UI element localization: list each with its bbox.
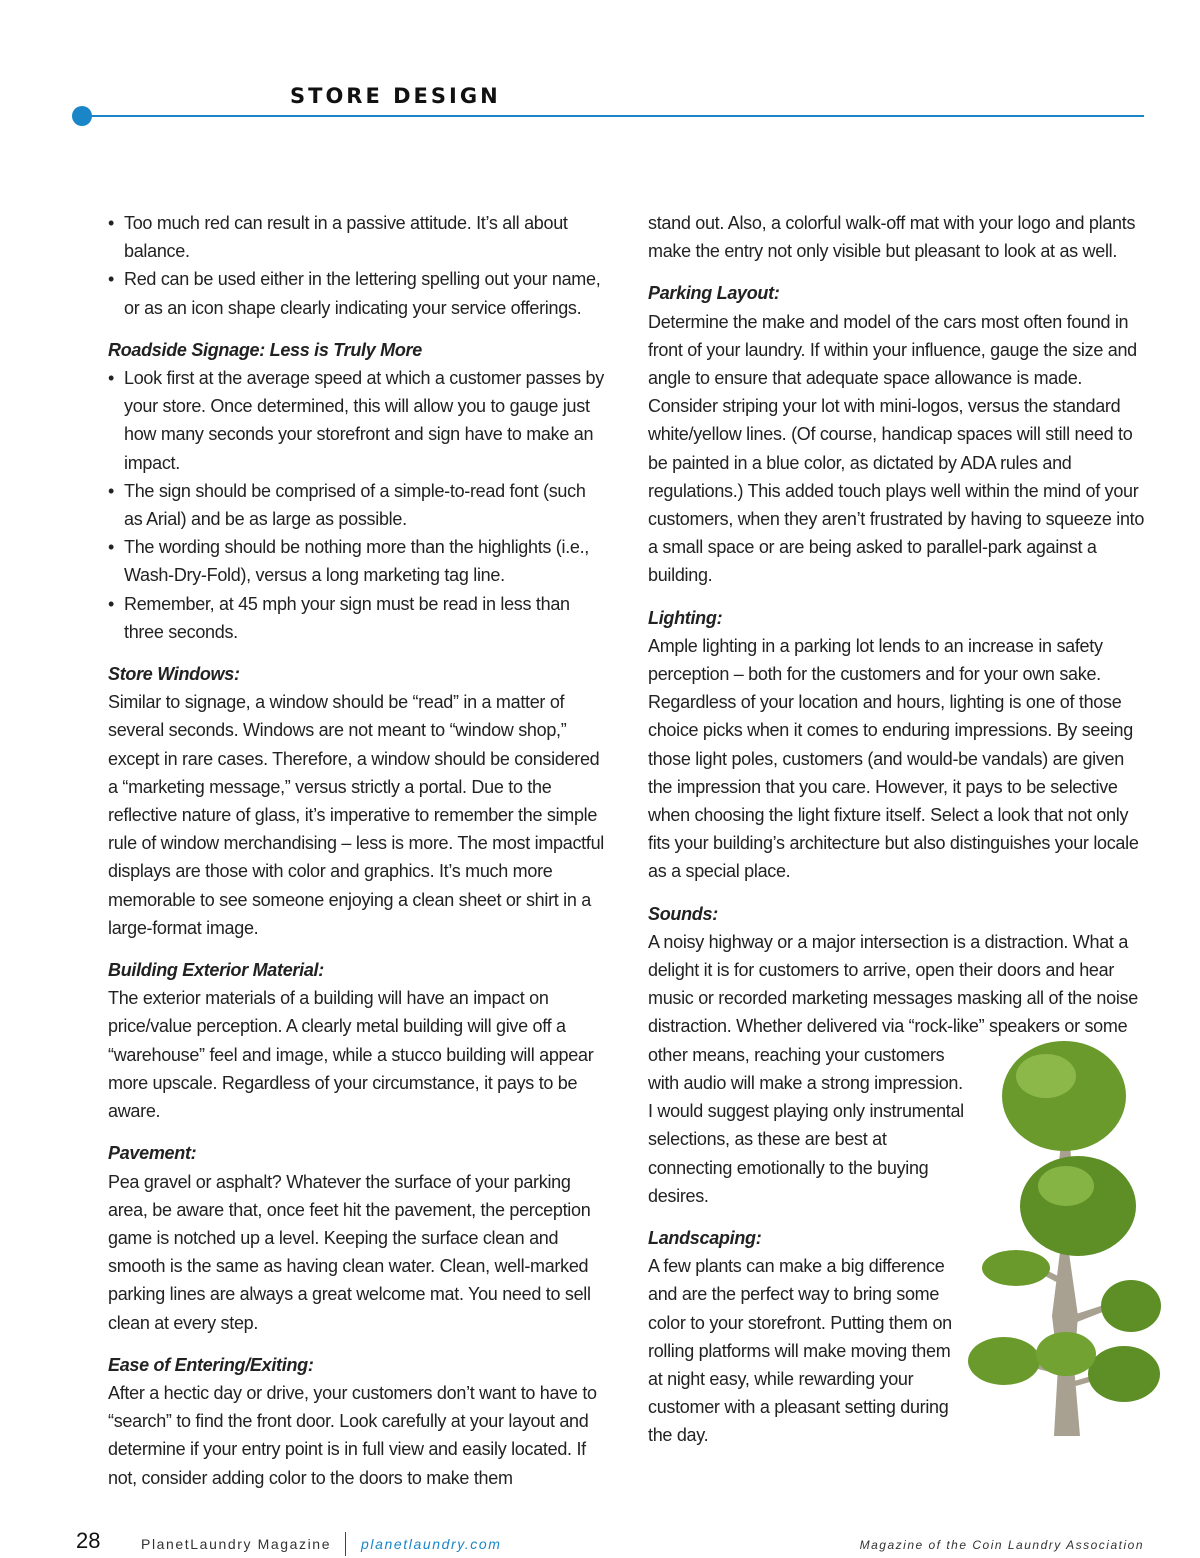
continuation-body: stand out. Also, a colorful walk-off mat with your logo and plants make the entry not only visible but pleasant to look at as well. xyxy=(648,213,1136,262)
header-rule-dot xyxy=(72,106,92,126)
list-item: • The sign should be comprised of a simple-to-read font (such as Arial) and be as large as possible. xyxy=(108,477,608,533)
magazine-url-link[interactable]: planetlaundry.com xyxy=(361,1536,502,1552)
foliage-right xyxy=(1101,1280,1161,1332)
pavement-heading: Pavement: xyxy=(108,1143,197,1164)
magazine-name: PlanetLaundry Magazine xyxy=(141,1536,332,1552)
landscaping-heading: Landscaping: xyxy=(648,1227,762,1248)
windows-heading: Store Windows: xyxy=(108,664,240,685)
exterior-heading: Building Exterior Material: xyxy=(108,960,324,981)
roadside-heading: Roadside Signage: Less is Truly More xyxy=(108,339,422,360)
exterior-body: The exterior materials of a building will have an impact on price/value perception. A clearly metal building will give off a “warehouse” feel and image, while a stucco building will appear more upscale. Regardless of your circumstance, it pays to be aware. xyxy=(108,988,594,1122)
foliage-lower-left xyxy=(968,1337,1040,1385)
foliage-lower-mid xyxy=(1036,1332,1096,1376)
sounds-heading: Sounds: xyxy=(648,903,718,924)
list-item: • The wording should be nothing more than the highlights (i.e., Wash-Dry-Fold), versus a long marketing tag line. xyxy=(108,533,608,589)
foliage-highlight xyxy=(1016,1054,1076,1098)
entering-body: After a hectic day or drive, your customers don’t want to have to “search” to find the front door. Look carefully at your layout and determine if your entry point is in full view and easily located. If not, consider adding color to the doors to make them xyxy=(108,1382,597,1488)
topiary-tree-image xyxy=(966,1036,1166,1446)
list-item: • Red can be used either in the lettering spelling out your name, or as an icon shape clearly indicating your service offerings. xyxy=(108,265,608,321)
lighting-body: Ample lighting in a parking lot lends to an increase in safety perception – both for the customers and for your own sake. Regardless of your location and hours, lighting is one of those choice picks when it comes to enduring impressions. By seeing those light poles, customers (and would-be vandals) are given the impression that you care. However, it pays to be selective when choosing the light fixture itself. Select a look that not only fits your building’s architecture but also distinguishes your locale as a special place. xyxy=(648,635,1139,882)
windows-body: Similar to signage, a window should be “read” in a matter of several seconds. Windows are not meant to “window shop,” except in rare cases. Therefore, a window should be considered a “marketing message,” versus strictly a portal. Due to the reflective nature of glass, it’s imperative to remember the simple rule of window merchandising – less is more. The most impactful displays are those with color and graphics. It’s much more memorable to see someone enjoying a clean sheet or shirt in a large-format image. xyxy=(108,692,604,938)
left-column xyxy=(108,209,608,1492)
header-rule xyxy=(82,115,1144,117)
sounds-body: A noisy highway or a major intersection is a distraction. What a delight it is for customers to arrive, open their doors and hear music or recorded marketing messages masking all of the noise distraction. Whether delivered via “rock-like” speakers or some xyxy=(648,931,1138,1037)
section-title: STORE DESIGN xyxy=(290,84,501,108)
footer-divider xyxy=(345,1532,346,1556)
foliage-top xyxy=(1002,1041,1126,1151)
list-item: • Too much red can result in a passive attitude. It’s all about balance. xyxy=(108,209,608,265)
list-item: • Remember, at 45 mph your sign must be read in less than three seconds. xyxy=(108,590,608,646)
parking-body: Determine the make and model of the cars most often found in front of your laundry. If within your influence, gauge the size and angle to ensure that adequate space allowance is made. Consider striping your lot with mini-logos, versus the standard white/yellow lines. (Of course, handicap spaces will still need to be painted in a blue color, as dictated by ADA rules and regulations.) This added touch plays well within the mind of your customers, when they aren’t frustrated by having to squeeze into a small space or are being asked to parallel-park against a building. xyxy=(648,311,1145,586)
intro-bullet-list xyxy=(108,209,608,322)
pavement-body: Pea gravel or asphalt? Whatever the surface of your parking area, be aware that, once feet hit the pavement, the perception game is notched up a level. Keeping the surface clean and smooth is the same as having clean water. Clean, well-marked parking lines are always a great welcome mat. You need to sell clean at every step. xyxy=(108,1171,591,1333)
page-number: 28 xyxy=(76,1528,101,1553)
landscaping-body: A few plants can make a big difference and are the perfect way to bring some color to your storefront. Putting them on rolling platforms will make moving them at night easy, while rewarding your customer with a pleasant setting during the day. xyxy=(648,1256,952,1446)
roadside-bullet-list xyxy=(108,364,608,646)
lighting-heading: Lighting: xyxy=(648,607,723,628)
foliage-highlight xyxy=(1038,1166,1094,1206)
parking-heading: Parking Layout: xyxy=(648,283,780,304)
sounds-body-continued: other means, reaching your customers with audio will make a strong impression. I would suggest playing only instrumental selections, as these are best at connecting emotionally to the buying desires. xyxy=(648,1044,964,1206)
entering-heading: Ease of Entering/Exiting: xyxy=(108,1354,314,1375)
list-item: • Look first at the average speed at which a customer passes by your store. Once determined, this will allow you to gauge just how many seconds your storefront and sign have to make an impact. xyxy=(108,364,608,477)
foliage-left-small xyxy=(982,1250,1050,1286)
foliage-lower-right xyxy=(1088,1346,1160,1402)
association-tagline: Magazine of the Coin Laundry Association xyxy=(859,1538,1144,1552)
